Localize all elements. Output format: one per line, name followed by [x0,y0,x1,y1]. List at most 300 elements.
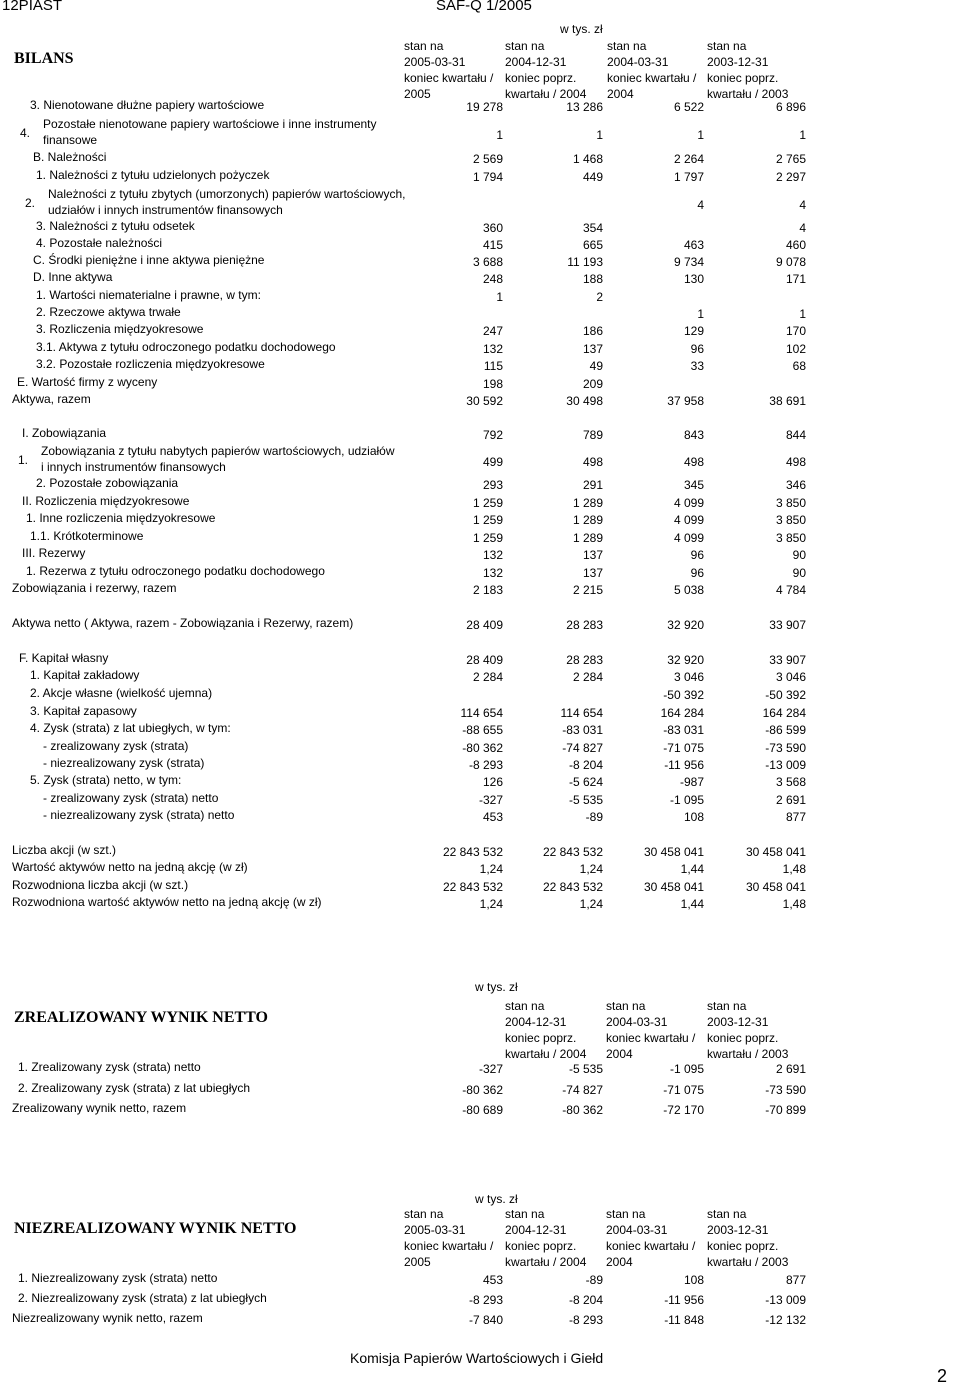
cell-value: 188 [582,272,603,286]
cell-value: 3 568 [775,775,806,789]
cell-value: 30 458 041 [745,880,806,894]
column-header-line: 2003-12-31 [707,55,769,69]
cell-value: -1 095 [669,1062,704,1076]
cell-value: 9 734 [673,255,704,269]
cell-value: 30 458 041 [643,845,704,859]
cell-value: 30 498 [566,394,603,408]
row-label: 1. Kapitał zakładowy [30,668,140,682]
column-header-line: kwartału / 2004 [505,1047,587,1061]
table-row [0,1062,960,1078]
cell-value: 19 278 [466,100,503,114]
cell-value: 164 284 [762,706,806,720]
cell-value: 22 843 532 [442,880,503,894]
row-label: Zrealizowany wynik netto, razem [12,1101,187,1115]
cell-value: 1,48 [782,862,806,876]
row-label: - zrealizowany zysk (strata) [43,739,189,753]
cell-value: 209 [582,377,603,391]
cell-value: 137 [582,342,603,356]
column-header-line: 2004-03-31 [607,55,669,69]
cell-value: 354 [582,221,603,235]
cell-value: 164 284 [660,706,704,720]
cell-value: 1 797 [673,170,704,184]
cell-value: 2 297 [775,170,806,184]
cell-value: 114 654 [560,706,603,720]
cell-value: 132 [482,566,503,580]
cell-value: 2 691 [775,793,806,807]
row-label: II. Rozliczenia międzyokresowe [22,494,190,508]
cell-value: -327 [478,1062,503,1076]
cell-value: -13 009 [765,758,806,772]
row-label: 1. Należności z tytułu udzielonych pożyczek [36,168,270,182]
cell-value: 2 765 [775,152,806,166]
table-row [0,170,960,186]
cell-value: 247 [482,324,503,338]
table-row [0,187,960,217]
cell-value: 1 [596,128,603,142]
cell-value: 115 [483,359,503,373]
table-row [0,444,960,474]
cell-value: 102 [785,342,806,356]
cell-value: 114 654 [460,706,503,720]
cell-value: 6 896 [775,100,806,114]
cell-value: 360 [482,221,503,235]
row-label: 4. Pozostałe należności [36,236,163,250]
column-header-line: 2005-03-31 [404,55,466,69]
row-label: Liczba akcji (w szt.) [12,843,117,857]
cell-value: 498 [683,455,704,469]
cell-value: 96 [690,342,704,356]
column-header-line: stan na [505,39,545,53]
table-row [0,1313,960,1329]
cell-value: 11 193 [567,255,603,269]
cell-value: -89 [585,1273,603,1287]
cell-value: 1 289 [572,531,603,545]
table-row [0,583,960,599]
table-row [0,342,960,358]
row-label: - niezrealizowany zysk (strata) netto [43,808,235,822]
cell-value: 248 [482,272,503,286]
row-label: C. Środki pieniężne i inne aktywa pieniężne [33,253,265,267]
cell-value: 1 259 [472,531,503,545]
column-header-line: koniec kwartału / [404,71,494,85]
cell-value: -12 132 [765,1313,806,1327]
cell-value: -1 095 [669,793,704,807]
cell-value: 1 468 [572,152,603,166]
table-row [0,496,960,512]
cell-value: 3 850 [775,513,806,527]
table-row [0,394,960,410]
cell-value: 291 [582,478,603,492]
column-header-line: stan na [404,1207,444,1221]
column-header-line: kwartału / 2003 [707,1047,789,1061]
cell-value: -5 535 [568,1062,603,1076]
column-header-line: koniec poprz. [707,1031,779,1045]
row-label: E. Wartość firmy z wyceny [17,375,158,389]
cell-value: -80 362 [462,1083,503,1097]
cell-value: 126 [482,775,503,789]
cell-value: 4 [799,198,806,212]
cell-value: -71 075 [663,1083,704,1097]
niezrealizowany-title: NIEZREALIZOWANY WYNIK NETTO [14,1220,297,1237]
cell-value: -50 392 [765,688,806,702]
row-label: Aktywa netto ( Aktywa, razem - Zobowiązania i Rezerwy, razem) [12,616,354,630]
cell-value: -7 840 [468,1313,503,1327]
row-number: 2. [25,196,36,210]
cell-value: 1 289 [572,513,603,527]
bilans-unit: w tys. zł [560,22,603,36]
cell-value: -89 [585,810,603,824]
row-label: Niezrealizowany wynik netto, razem [12,1311,203,1325]
cell-value: 9 078 [775,255,806,269]
cell-value: 13 286 [566,100,603,114]
table-row [0,758,960,774]
cell-value: -71 075 [663,741,704,755]
table-row [0,531,960,547]
cell-value: 30 592 [466,394,503,408]
cell-value: 4 099 [673,513,704,527]
cell-value: 498 [785,455,806,469]
cell-value: 28 409 [466,618,503,632]
cell-value: 1 259 [472,513,503,527]
row-number: 1. [18,453,29,467]
cell-value: 38 691 [769,394,806,408]
cell-value: 3 046 [775,670,806,684]
row-label: Zobowiązania z tytułu nabytych papierów wartościowych, udziałów [41,444,395,458]
cell-value: 22 843 532 [542,845,603,859]
row-label: 1. Rezerwa z tytułu odroczonego podatku dochodowego [26,564,325,578]
row-label: 2. Akcje własne (wielkość ujemna) [30,686,213,700]
column-header-line: 2005-03-31 [404,1223,466,1237]
page-number: 2 [937,1366,948,1386]
header-report-name: SAF-Q 1/2005 [436,0,532,14]
cell-value: 415 [482,238,503,252]
cell-value: 198 [482,377,503,391]
row-label: 3. Rozliczenia międzyokresowe [36,322,204,336]
cell-value: -72 170 [663,1103,704,1117]
column-header-line: 2004-12-31 [505,1015,567,1029]
cell-value: -8 204 [568,1293,603,1307]
niezrealizowany-unit: w tys. zł [475,1192,518,1206]
cell-value: 2 264 [673,152,704,166]
table-row [0,307,960,323]
column-header-line: 2005 [404,1255,431,1269]
cell-value: -80 362 [462,741,503,755]
column-header-line: 2005 [404,87,431,101]
cell-value: 346 [785,478,806,492]
cell-value: 844 [785,428,806,442]
row-number: 4. [20,126,31,140]
column-header-line: stan na [505,1207,545,1221]
cell-value: -74 827 [562,741,603,755]
column-header-line: stan na [607,39,647,53]
cell-value: -8 293 [468,758,503,772]
column-header-line: stan na [707,39,747,53]
cell-value: 32 920 [667,618,704,632]
cell-value: 137 [582,566,603,580]
column-header-line: 2004-03-31 [606,1015,668,1029]
row-label: Wartość aktywów netto na jedną akcję (w zł) [12,860,248,874]
table-row [0,238,960,254]
table-row [0,810,960,826]
cell-value: -70 899 [765,1103,806,1117]
row-label: 2. Niezrealizowany zysk (strata) z lat ubiegłych [18,1291,267,1305]
cell-value: 1 [496,290,503,304]
column-header-line: 2004 [606,1255,633,1269]
cell-value: 2 284 [572,670,603,684]
cell-value: 6 522 [673,100,704,114]
table-row [0,653,960,669]
cell-value: 1 [697,128,704,142]
cell-value: -8 204 [568,758,603,772]
cell-value: -73 590 [765,1083,806,1097]
cell-value: -11 956 [664,758,704,772]
cell-value: -327 [478,793,503,807]
cell-value: 345 [683,478,704,492]
cell-value: 877 [785,1273,806,1287]
cell-value: 4 [799,221,806,235]
table-row [0,478,960,494]
column-header-line: stan na [404,39,444,53]
column-header-line: koniec poprz. [707,71,779,85]
cell-value: 96 [690,548,704,562]
row-label: B. Należności [33,150,107,164]
cell-value: 1,24 [479,897,503,911]
cell-value: 1,24 [579,897,603,911]
row-label: 3. Kapitał zapasowy [30,704,137,718]
row-label: - zrealizowany zysk (strata) netto [43,791,219,805]
row-label: 1. Inne rozliczenia międzyokresowe [26,511,216,525]
cell-value: 30 458 041 [745,845,806,859]
cell-value: 3 688 [472,255,503,269]
column-header-line: 2004-12-31 [505,1223,567,1237]
table-row [0,221,960,237]
column-header-line: 2004-03-31 [606,1223,668,1237]
row-label: 3. Należności z tytułu odsetek [36,219,195,233]
cell-value: 877 [785,810,806,824]
column-header-line: 2003-12-31 [707,1223,769,1237]
cell-value: -987 [679,775,704,789]
cell-value: 3 046 [673,670,704,684]
cell-value: -73 590 [765,741,806,755]
cell-value: 108 [683,1273,704,1287]
column-header-line: koniec kwartału / [607,71,697,85]
table-row [0,845,960,861]
table-row [0,152,960,168]
cell-value: 170 [785,324,806,338]
table-row [0,862,960,878]
cell-value: 37 958 [667,394,704,408]
cell-value: 2 [596,290,603,304]
table-row [0,1273,960,1289]
cell-value: 130 [683,272,704,286]
table-row [0,377,960,393]
table-row [0,670,960,686]
table-row [0,775,960,791]
column-header-line: koniec poprz. [707,1239,779,1253]
cell-value: 1 794 [472,170,503,184]
cell-value: 5 038 [673,583,704,597]
cell-value: 463 [683,238,704,252]
column-header-line: stan na [707,1207,747,1221]
cell-value: -11 848 [664,1313,704,1327]
cell-value: 792 [482,428,503,442]
row-label: 1.1. Krótkoterminowe [30,529,144,543]
cell-value: 96 [690,566,704,580]
column-header-line: koniec poprz. [505,71,577,85]
column-header-line: stan na [606,999,646,1013]
cell-value: 30 458 041 [643,880,704,894]
row-label: Pozostałe nienotowane papiery wartościowe i inne instrumenty [43,117,377,131]
cell-value: 1 [697,307,704,321]
cell-value: 2 691 [775,1062,806,1076]
cell-value: -80 362 [562,1103,603,1117]
cell-value: -86 599 [765,723,806,737]
cell-value: -5 624 [568,775,603,789]
cell-value: 90 [792,548,806,562]
table-row [0,290,960,306]
row-label: Aktywa, razem [12,392,91,406]
cell-value: 499 [482,455,503,469]
cell-value: 3 850 [775,496,806,510]
table-row [0,741,960,757]
bilans-title: BILANS [14,50,74,67]
table-row [0,618,960,634]
cell-value: 22 843 532 [542,880,603,894]
table-row [0,688,960,704]
cell-value: 2 284 [472,670,503,684]
row-label: 3.1. Aktywa z tytułu odroczonego podatku dochodowego [36,340,336,354]
cell-value: -13 009 [765,1293,806,1307]
column-header-line: koniec kwartału / [606,1239,696,1253]
cell-value: 1 259 [472,496,503,510]
cell-value: 1 [799,307,806,321]
cell-value: 4 [697,198,704,212]
cell-value: 49 [589,359,603,373]
cell-value: 498 [582,455,603,469]
footer-institution: Komisja Papierów Wartościowych i Giełd [350,1350,604,1366]
cell-value: 132 [482,342,503,356]
row-label: 2. Pozostałe zobowiązania [36,476,179,490]
cell-value: -8 293 [568,1313,603,1327]
row-label: 1. Wartości niematerialne i prawne, w tym: [36,288,261,302]
cell-value: -74 827 [562,1083,603,1097]
cell-value: 32 920 [667,653,704,667]
row-label: Należności z tytułu zbytych (umorzonych) papierów wartościowych, [48,187,406,201]
table-row [0,566,960,582]
column-header-line: koniec kwartału / [606,1031,696,1045]
row-label: F. Kapitał własny [19,651,109,665]
row-label: 3. Nienotowane dłużne papiery wartościowe [30,98,265,112]
row-label: 2. Rzeczowe aktywa trwałe [36,305,181,319]
row-label-continued: finansowe [43,133,98,147]
row-label: 1. Zrealizowany zysk (strata) netto [18,1060,201,1074]
column-header-line: 2004 [606,1047,633,1061]
cell-value: 108 [683,810,704,824]
cell-value: 186 [582,324,603,338]
zrealizowany-title: ZREALIZOWANY WYNIK NETTO [14,1009,268,1026]
cell-value: 28 283 [566,653,603,667]
cell-value: 4 784 [775,583,806,597]
cell-value: 33 907 [769,653,806,667]
cell-value: -88 655 [462,723,503,737]
table-row [0,117,960,147]
table-row [0,723,960,739]
cell-value: 843 [683,428,704,442]
cell-value: 293 [482,478,503,492]
cell-value: 665 [582,238,603,252]
table-row [0,100,960,116]
cell-value: 129 [683,324,704,338]
row-label: Rozwodniona liczba akcji (w szt.) [12,878,189,892]
cell-value: 453 [482,810,503,824]
column-header-line: kwartału / 2003 [707,1255,789,1269]
cell-value: 1 289 [572,496,603,510]
cell-value: -50 392 [663,688,704,702]
cell-value: 132 [482,548,503,562]
table-row [0,548,960,564]
cell-value: 1,24 [579,862,603,876]
cell-value: 1,24 [479,862,503,876]
cell-value: 1,44 [680,897,704,911]
column-header-line: koniec poprz. [505,1031,577,1045]
table-row [0,1293,960,1309]
cell-value: 68 [792,359,806,373]
cell-value: -11 956 [664,1293,704,1307]
row-label: 3.2. Pozostałe rozliczenia międzyokresowe [36,357,265,371]
cell-value: 453 [482,1273,503,1287]
column-header-line: kwartału / 2003 [707,87,789,101]
cell-value: -8 293 [468,1293,503,1307]
column-header-line: 2004 [607,87,634,101]
cell-value: 1 [799,128,806,142]
cell-value: 789 [582,428,603,442]
cell-value: 2 183 [472,583,503,597]
cell-value: -83 031 [663,723,704,737]
cell-value: 3 850 [775,531,806,545]
table-row [0,428,960,444]
cell-value: -83 031 [562,723,603,737]
cell-value: 90 [792,566,806,580]
row-label-continued: i innych instrumentów finansowych [41,460,226,474]
row-label: 4. Zysk (strata) z lat ubiegłych, w tym: [30,721,231,735]
row-label: Zobowiązania i rezerwy, razem [12,581,177,595]
table-row [0,359,960,375]
table-row [0,324,960,340]
cell-value: 2 569 [472,152,503,166]
table-row [0,272,960,288]
row-label: 5. Zysk (strata) netto, w tym: [30,773,182,787]
cell-value: 33 [690,359,704,373]
cell-value: 137 [582,548,603,562]
table-row [0,1103,960,1119]
cell-value: 1,44 [680,862,704,876]
cell-value: 1,48 [782,897,806,911]
cell-value: 33 907 [769,618,806,632]
cell-value: -5 535 [568,793,603,807]
cell-value: -80 689 [462,1103,503,1117]
row-label-continued: udziałów i innych instrumentów finansowych [48,203,283,217]
table-row [0,880,960,896]
column-header-line: stan na [707,999,747,1013]
cell-value: 28 283 [566,618,603,632]
cell-value: 460 [785,238,806,252]
cell-value: 22 843 532 [442,845,503,859]
table-row [0,793,960,809]
cell-value: 4 099 [673,531,704,545]
row-label: D. Inne aktywa [33,270,113,284]
column-header-line: stan na [606,1207,646,1221]
column-header-line: koniec kwartału / [404,1239,494,1253]
